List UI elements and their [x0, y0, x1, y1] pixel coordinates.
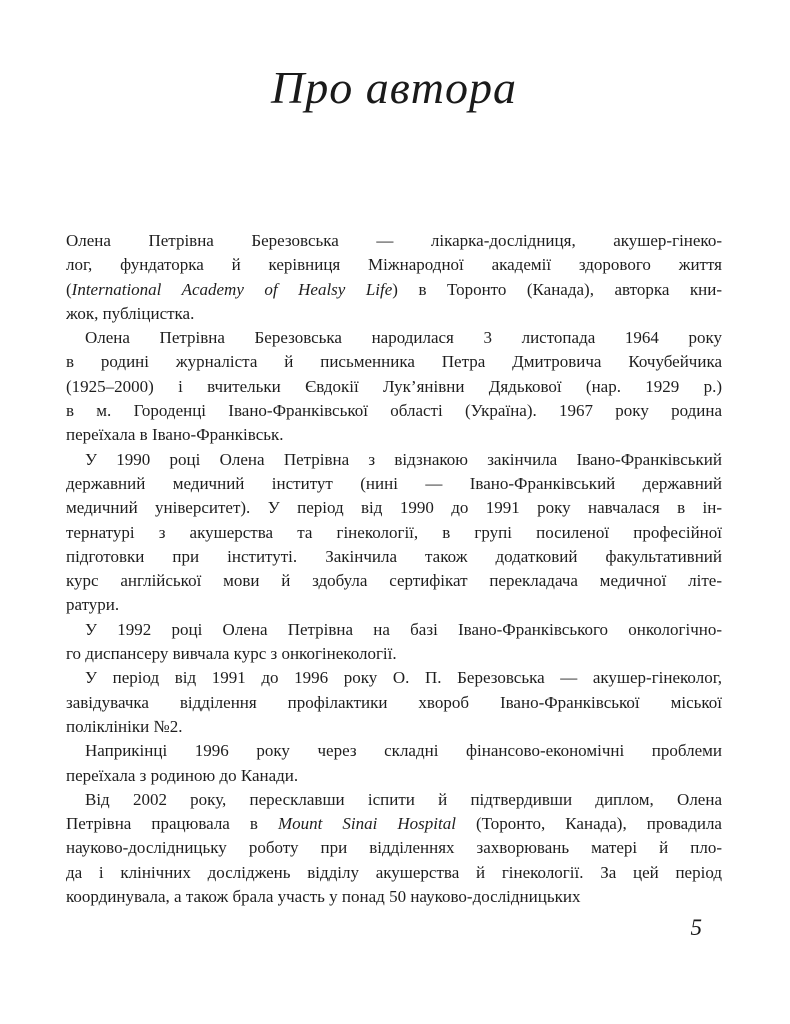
text-line: (1925–2000) і вчительки Євдокії Лук’янівни Дядькової (нар. 1929 р.) — [66, 376, 722, 396]
text-line: Від 2002 року, пересклавши іспити й підтвердивши диплом, Олена — [85, 789, 722, 809]
text-line: в родині журналіста й письменника Петра Дмитровича Кочубейчика — [66, 352, 722, 372]
text-line: переїхала з родиною до Канади. — [66, 765, 299, 785]
text-line: координувала, а також брала участь у понад 50 науково-дослідницьких — [66, 887, 581, 907]
paragraph — [66, 788, 722, 909]
text-line: лог, фундаторка й керівниця Міжнародної академії здорового життя — [66, 255, 722, 275]
text-line: Наприкінці 1996 року через складні фінансово-економічні проблеми — [85, 741, 722, 761]
text-line: Петрівна працювала в Mount Sinai Hospital (Торонто, Канада), провадила — [66, 814, 722, 834]
paragraph — [66, 739, 722, 788]
page-title: Про автора — [271, 62, 517, 113]
text-line: державний медичний інститут (нині — Івано-Франківський державний — [66, 473, 722, 493]
text-line: в м. Городенці Івано-Франківської області (Україна). 1967 року родина — [66, 401, 722, 421]
body-text — [66, 229, 722, 909]
paragraph — [66, 326, 722, 447]
text-line: жок, публіцистка. — [66, 303, 195, 323]
text-line: поліклініки №2. — [66, 716, 183, 736]
text-line: завідувачка відділення профілактики хвороб Івано-Франківської міської — [66, 692, 722, 712]
text-line: переїхала в Івано-Франківськ. — [66, 425, 284, 445]
text-line: У 1990 році Олена Петрівна з відзнакою закінчила Івано-Франківський — [85, 449, 722, 469]
text-line: тернатурі з акушерства та гінекології, в групі посиленої професійної — [66, 522, 722, 542]
text-line: да і клінічних досліджень відділу акушерства й гінекології. За цей період — [66, 862, 722, 882]
text-line: го диспансеру вивчала курс з онкогінекології. — [66, 644, 397, 664]
paragraph — [66, 448, 722, 618]
text-line: підготовки при інституті. Закінчила також додатковий факультативний — [66, 546, 722, 566]
text-line: ратури. — [66, 595, 120, 615]
paragraph — [66, 229, 722, 326]
paragraph — [66, 618, 722, 667]
text-line: У 1992 році Олена Петрівна на базі Івано-Франківського онкологічно- — [85, 619, 722, 639]
text-line: (International Academy of Healsy Life) в Торонто (Канада), авторка кни- — [66, 279, 722, 299]
paragraph — [66, 666, 722, 739]
text-line: Олена Петрівна Березовська народилася 3 листопада 1964 року — [85, 328, 722, 348]
text-line: У період від 1991 до 1996 року О. П. Березовська — акушер-гінеколог, — [85, 668, 722, 688]
text-line: курс англійської мови й здобула сертифікат перекладача медичної літе- — [66, 571, 722, 591]
text-line: науково-дослідницьку роботу при відділеннях захворювань матері й пло- — [66, 838, 722, 858]
text-line: медичний університет). У період від 1990 до 1991 року навчалася в ін- — [66, 498, 722, 518]
text-line: Олена Петрівна Березовська — лікарка-дослідниця, акушер-гінеко- — [66, 231, 722, 250]
page-number: 5 — [690, 915, 702, 940]
